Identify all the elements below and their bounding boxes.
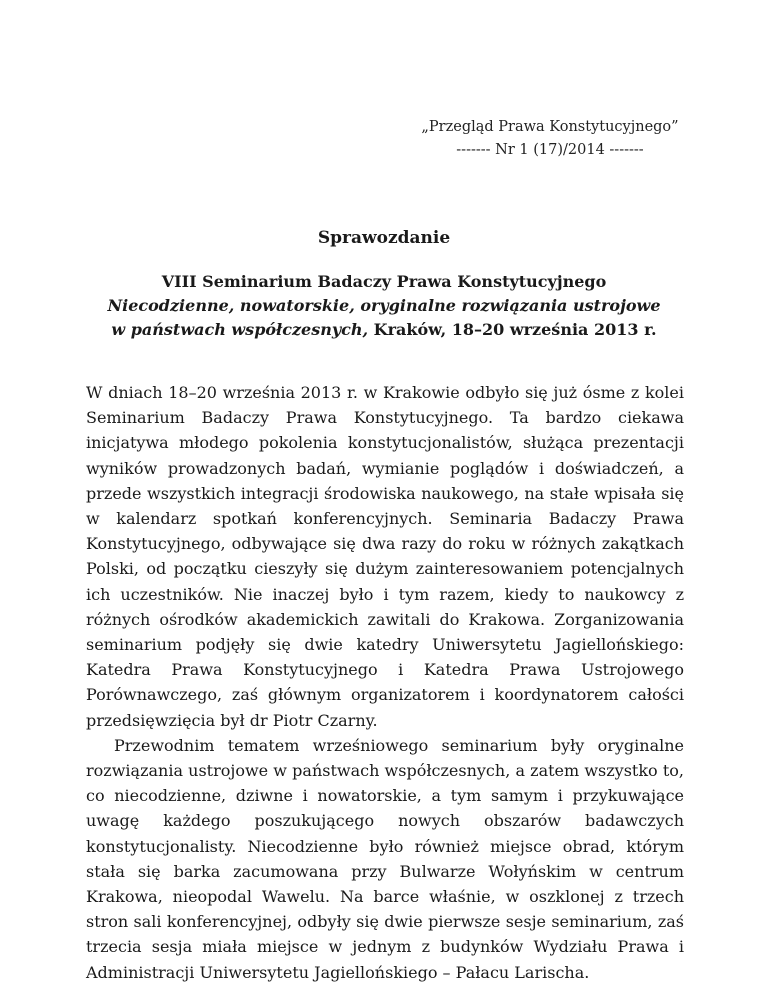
report-title-line3-italic: w państwach współczesnych, (111, 320, 369, 339)
report-title-line1: VIII Seminarium Badaczy Prawa Konstytucyjnego (161, 272, 607, 291)
paragraph: W dniach 18–20 września 2013 r. w Krakowie odbyło się już ósme z kolei Seminarium Badaczy Prawa Konstytucyjnego. Ta bardzo ciekawa inicjatywa młodego pokolenia konstytucjonalistów, służąca prezentacji wyników prowadzonych badań, wymianie poglądów i doświadczeń, a przede wszystkich integracji środowiska naukowego, na stałe wpisała się w kalendarz spotkań konferencyjnych. Seminaria Badaczy Prawa Konstytucyjnego, odbywające się dwa razy do roku w różnych zakątkach Polski, od początku cieszyły się dużym zainteresowaniem potencjalnych ich uczestników. Nie inaczej było i tym razem, kiedy to naukowcy z różnych ośrodków akademickich zawitali do Krakowa. Zorganizowania seminarium podjęły się dwie katedry Uniwersytetu Jagiellońskiego: Katedra Prawa Konstytucyjnego i Katedra Prawa Ustrojowego Porównawczego, zaś głównym organizatorem i koordynatorem całości przedsięwzięcia był dr Piotr Czarny. (86, 383, 684, 730)
journal-header (400, 116, 700, 162)
paragraph: Przewodnim tematem wrześniowego seminarium były oryginalne rozwiązania ustrojowe w państwach współczesnych, a zatem wszystko to, co niecodzienne, dziwne i nowatorskie, a tym samym i przykuwające uwagę każdego poszukującego nowych obszarów badawczych konstytucjonalisty. Niecodzienne było również miejsce obrad, którym stała się barka zacumowana przy Bulwarze Wołyńskim w centrum Krakowa, nieopodal Wawelu. Na barce właśnie, w oszklonej z trzech stron sali konferencyjnej, odbyły się dwie pierwsze sesje seminarium, zaś trzecia sesja miała miejsce w jednym z budynków Wydziału Prawa i Administracji Uniwersytetu Jagiellońskiego – Pałacu Larischa. (86, 735, 684, 982)
report-title (90, 270, 678, 342)
report-title-line3 (90, 318, 678, 342)
journal-name: „Przegląd Prawa Konstytucyjnego” (421, 119, 679, 135)
report-title-line3-rest: Kraków, 18–20 września 2013 r. (368, 320, 657, 339)
report-title-line2: Niecodzienne, nowatorskie, oryginalne rozwiązania ustrojowe (107, 296, 661, 315)
body-text (86, 380, 684, 985)
section-title: Sprawozdanie (317, 228, 451, 248)
journal-issue: ------- Nr 1 (17)/2014 ------- (456, 142, 644, 158)
